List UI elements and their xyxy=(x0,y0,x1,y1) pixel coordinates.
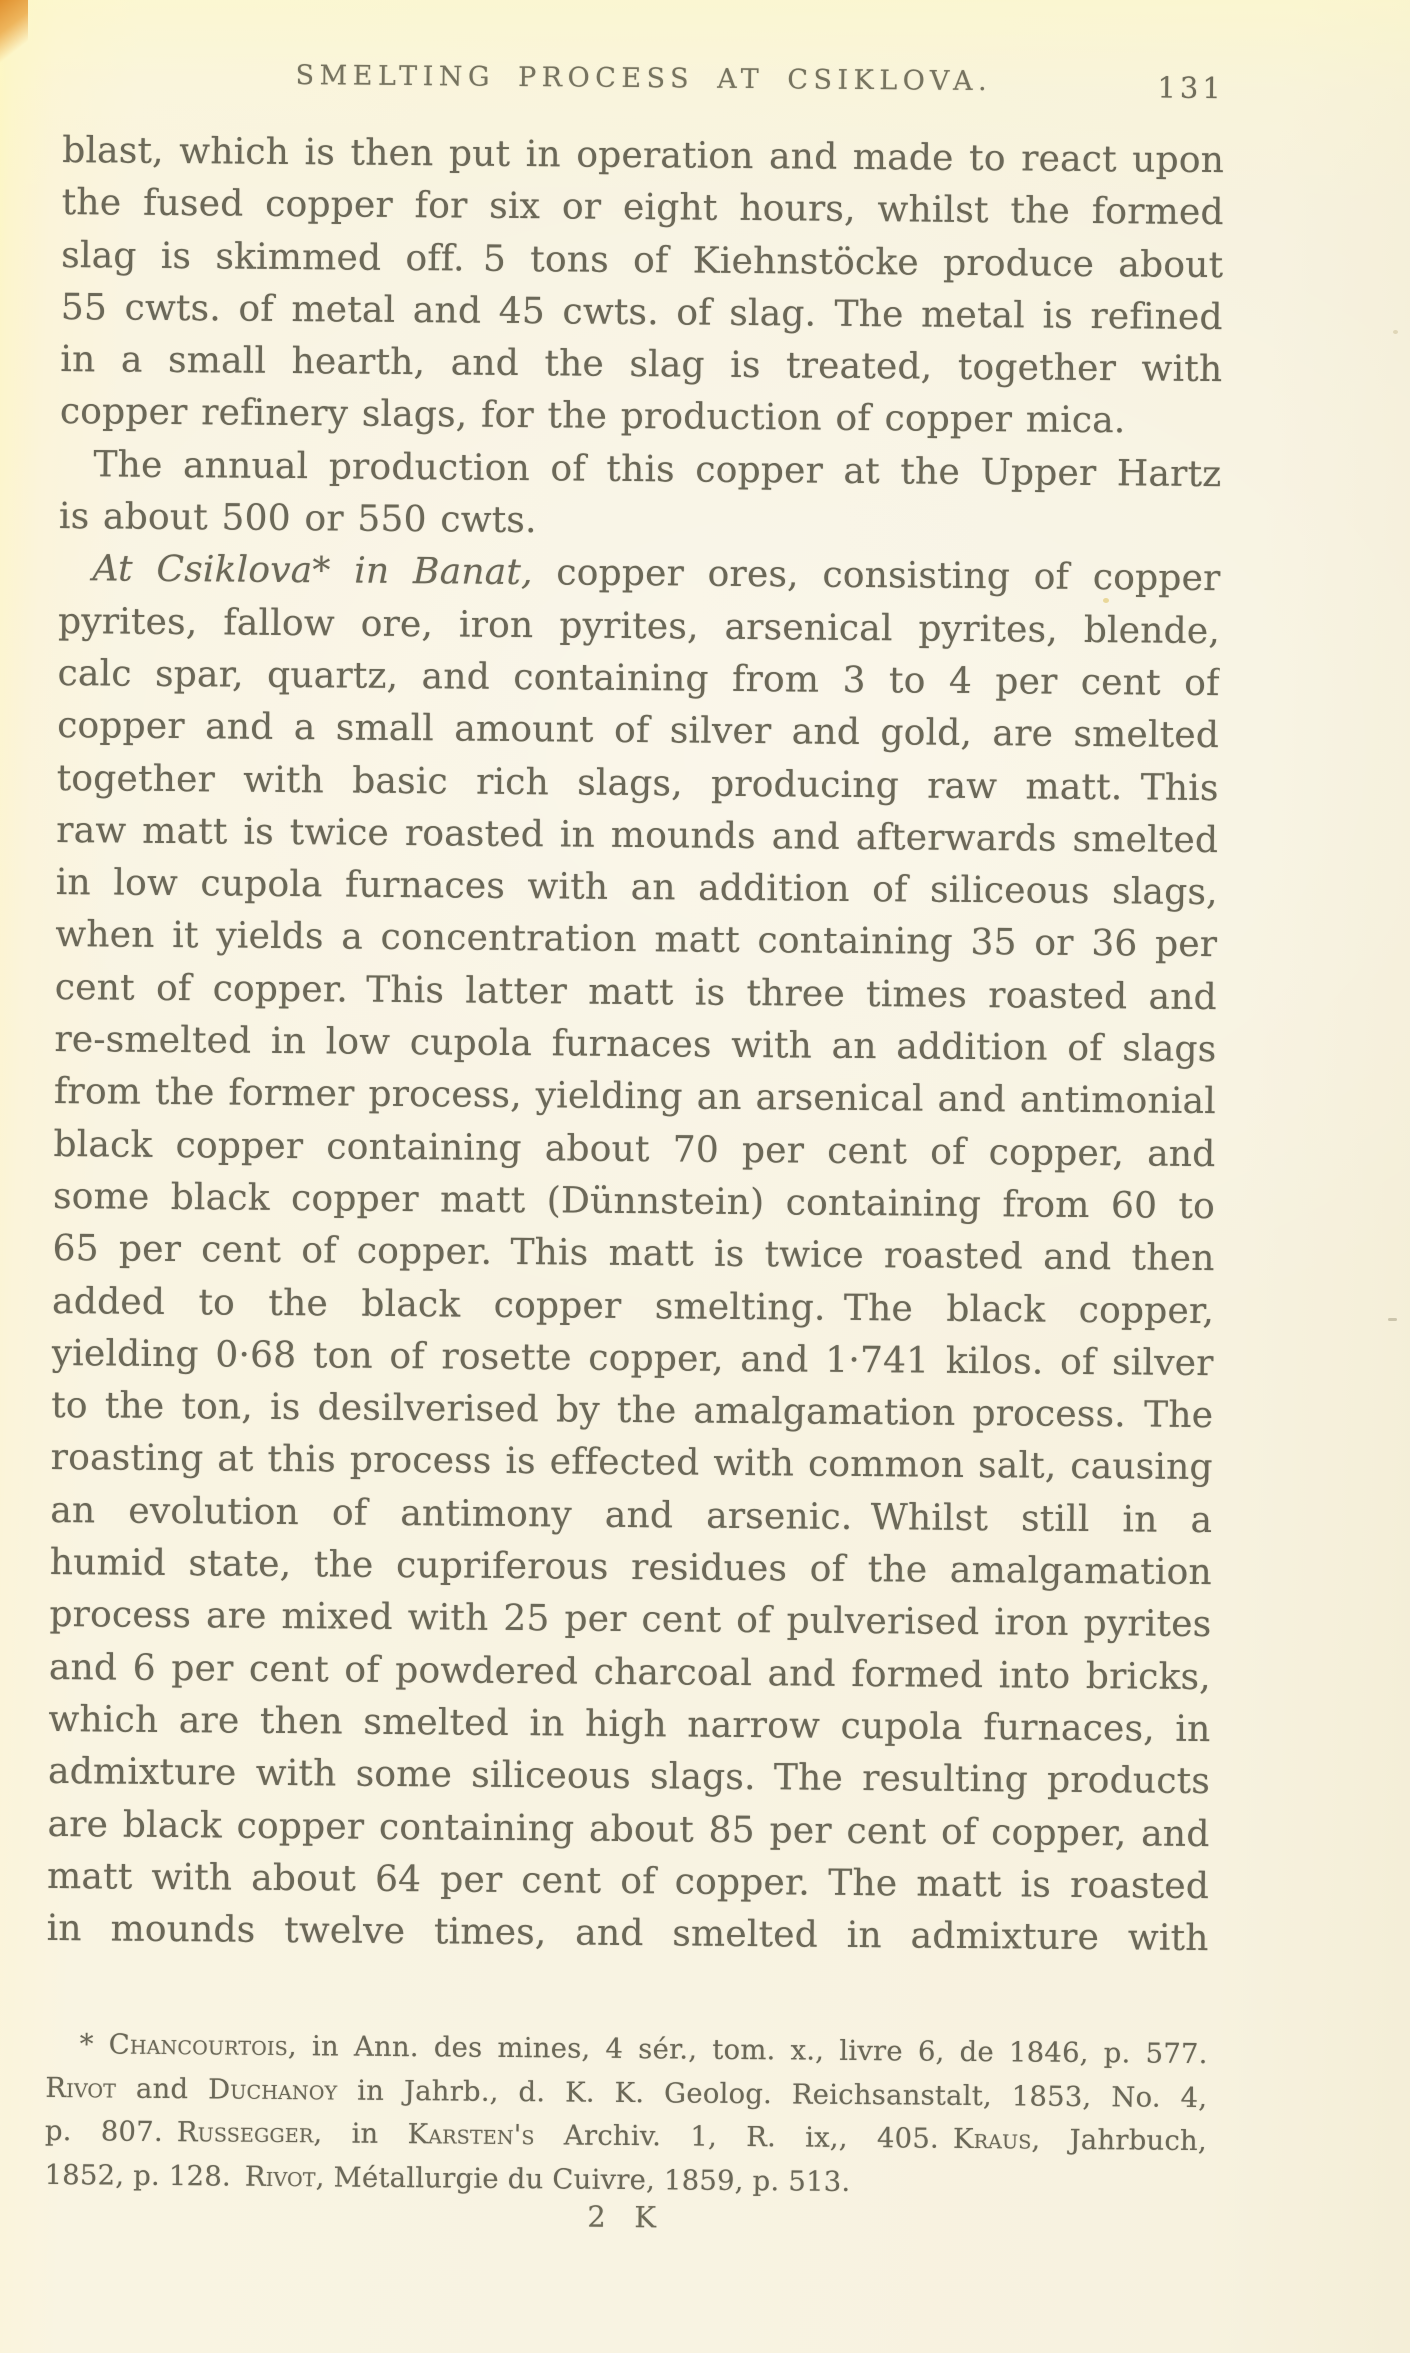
smallcaps-name: Rivot xyxy=(244,2160,316,2193)
text-segment: humid state, the cupriferous residues of the amalgamation xyxy=(49,1541,1213,1594)
text-segment: , Métallurgie du Cuivre, 1859, p. 513. xyxy=(315,2160,851,2198)
text-segment: and 6 per cent of powdered charcoal and formed into bricks, xyxy=(48,1646,1212,1698)
scan-speck xyxy=(1393,330,1398,334)
text-line xyxy=(62,177,1224,239)
text-segment: slag is skimmed off. 5 tons of Kiehnstöcke produce about xyxy=(61,234,1224,286)
text-segment: an evolution of antimony and arsenic. Whilst still in a xyxy=(50,1489,1213,1541)
text-segment: calc spar, quartz, and containing from 3 to 4 per cent of xyxy=(57,652,1220,705)
text-line xyxy=(52,1223,1214,1285)
text-line xyxy=(54,1066,1216,1128)
running-header: SMELTING PROCESS AT CSIKLOVA. xyxy=(295,60,993,98)
text-segment: matt with about 64 per cent of copper. The matt is roasted xyxy=(46,1855,1210,1907)
text-segment: black copper containing about 70 per cent of copper, and xyxy=(53,1123,1216,1175)
text-segment: the fused copper for six or eight hours, whilst the formed xyxy=(61,182,1224,234)
text-line xyxy=(48,1746,1210,1808)
text-segment: , in xyxy=(313,2117,408,2151)
text-segment: Archiv. 1, R. ix,, 405. xyxy=(534,2119,954,2155)
printers-signature: 2 K xyxy=(587,2199,664,2235)
text-segment: admixture with some siliceous slags. The resulting products xyxy=(47,1751,1211,1803)
page-content xyxy=(43,58,1225,2328)
text-segment: which are then smelted in high narrow cupola furnaces, in xyxy=(48,1698,1211,1750)
smallcaps-name: Duchanoy xyxy=(207,2072,338,2106)
footnote xyxy=(44,2023,1207,2207)
text-segment: together with basic rich slags, producing raw matt. This xyxy=(56,757,1219,809)
page-number: 131 xyxy=(1157,70,1225,106)
smallcaps-name: Russegger xyxy=(176,2116,314,2150)
text-line xyxy=(51,1432,1213,1494)
text-segment: is about 500 or 550 cwts. xyxy=(58,496,537,542)
text-line xyxy=(57,700,1219,762)
text-segment: re-smelted in low cupola furnaces with an addition of slags xyxy=(54,1019,1217,1071)
body-text xyxy=(46,125,1224,1965)
text-segment: copper ores, consisting of copper xyxy=(532,552,1221,600)
page-corner-decoration xyxy=(0,0,28,66)
text-segment: 55 cwts. of metal and 45 cwts. of slag. The metal is refined xyxy=(60,286,1223,339)
smallcaps-name: Kraus xyxy=(952,2122,1032,2156)
text-line xyxy=(46,1903,1208,1965)
text-segment: p. 807. xyxy=(44,2114,177,2149)
text-segment: and xyxy=(116,2072,209,2105)
text-segment: , Jahrbuch, xyxy=(1031,2123,1208,2158)
text-segment: in Jahrb., d. K. K. Geolog. Reichsanstalt, 1853, No. 4, xyxy=(337,2073,1208,2114)
text-line xyxy=(49,1589,1211,1651)
text-segment: in low cupola furnaces with an addition of siliceous slags, xyxy=(55,862,1218,914)
text-segment: 65 per cent of copper. This matt is twice roasted and then xyxy=(52,1228,1215,1280)
text-segment: in mounds twelve times, and smelted in admixture with xyxy=(46,1908,1209,1960)
text-segment: blast, which is then put in operation and made to react upon xyxy=(62,129,1225,182)
page-header xyxy=(63,58,1225,110)
text-line xyxy=(58,543,1220,605)
text-segment: raw matt is twice roasted in mounds and afterwards smelted xyxy=(56,809,1219,861)
text-segment: to the ton, is desilverised by the amalgamation process. The xyxy=(51,1385,1214,1437)
text-segment: pyrites, fallow ore, iron pyrites, arsenical pyrites, blende, xyxy=(57,600,1221,652)
smallcaps-name: Rivot xyxy=(45,2071,117,2105)
text-segment: * xyxy=(79,2028,109,2061)
text-segment: cent of copper. This latter matt is three times roasted and xyxy=(54,966,1218,1018)
text-segment: The annual production of this copper at the Upper Hartz xyxy=(93,444,1222,495)
text-segment: yielding 0·68 ton of rosette copper, and 1·741 kilos. of silver xyxy=(51,1332,1214,1384)
text-segment: copper refinery slags, for the production of copper mica. xyxy=(59,391,1126,442)
text-segment: in a small hearth, and the slag is treated, together with xyxy=(60,339,1223,391)
smallcaps-name: Karsten's xyxy=(407,2118,535,2152)
text-segment: are black copper containing about 85 per cent of copper, and xyxy=(47,1803,1210,1855)
text-segment: added to the black copper smelting. The black copper, xyxy=(51,1280,1215,1332)
italic-text: At Csiklova* in Banat, xyxy=(92,548,533,594)
text-segment: 1852, p. 128. xyxy=(44,2158,246,2193)
text-segment: process are mixed with 25 per cent of pulverised iron pyrites xyxy=(49,1594,1212,1646)
smallcaps-name: Chancourtois xyxy=(108,2028,289,2063)
text-segment: roasting at this process is effected with common salt, causing xyxy=(50,1437,1213,1489)
scan-speck xyxy=(1388,1318,1397,1321)
text-segment: from the former process, yielding an arsenical and antimonial xyxy=(53,1071,1217,1123)
text-segment: , in Ann. des mines, 4 sér., tom. x., livre 6, de 1846, p. 577. xyxy=(287,2030,1208,2071)
text-segment: copper and a small amount of silver and gold, are smelted xyxy=(56,705,1220,757)
text-segment: when it yields a concentration matt containing 35 or 36 per xyxy=(55,914,1218,966)
text-segment: some black copper matt (Dünnstein) containing from 60 to xyxy=(52,1175,1216,1228)
